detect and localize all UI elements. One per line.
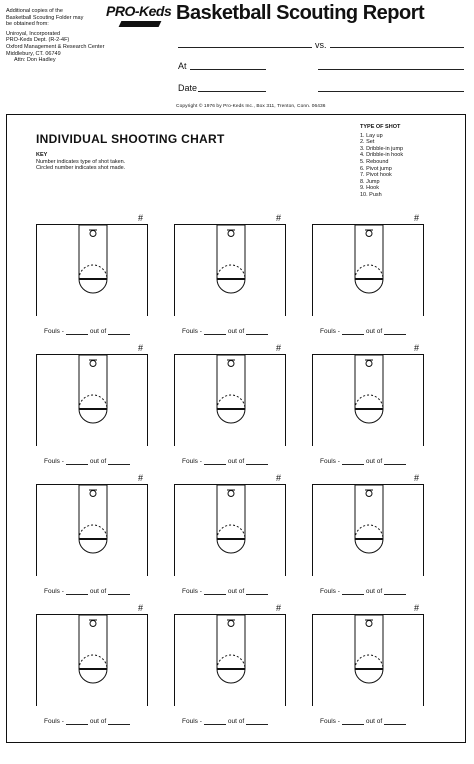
fouls-made-field[interactable] — [204, 588, 226, 595]
chart-title: INDIVIDUAL SHOOTING CHART — [36, 132, 225, 146]
fouls-row — [44, 718, 132, 725]
court-diagram-5[interactable] — [174, 343, 286, 446]
out-of-label: out of — [365, 588, 383, 595]
court-diagram-10[interactable] — [36, 603, 148, 706]
shot-type-item: 8. Jump — [360, 178, 380, 185]
copies-line: Basketball Scouting Folder may — [6, 14, 84, 21]
fouls-row — [182, 588, 270, 595]
fouls-made-field[interactable] — [66, 328, 88, 335]
fouls-label: Fouls - — [44, 718, 64, 725]
player-number-sign: # — [413, 343, 419, 353]
fouls-label: Fouls - — [320, 328, 340, 335]
out-of-label: out of — [227, 458, 245, 465]
fouls-made-field[interactable] — [342, 458, 364, 465]
fouls-label: Fouls - — [320, 458, 340, 465]
fouls-label: Fouls - — [44, 458, 64, 465]
court-diagram-8[interactable] — [174, 473, 286, 576]
court-diagram-1[interactable] — [36, 213, 148, 316]
court-diagram-4[interactable] — [36, 343, 148, 446]
copies-line: Oxford Management & Research Center — [6, 43, 105, 50]
fouls-label: Fouls - — [182, 588, 202, 595]
copies-line: Uniroyal, Incorporated — [6, 30, 61, 37]
key-label: KEY — [36, 152, 48, 158]
out-of-label: out of — [227, 328, 245, 335]
player-number-sign: # — [137, 603, 143, 613]
fouls-row — [182, 328, 270, 335]
fouls-made-field[interactable] — [204, 328, 226, 335]
team-b-field[interactable] — [330, 47, 464, 48]
fouls-made-field[interactable] — [66, 588, 88, 595]
fouls-made-field[interactable] — [342, 718, 364, 725]
fouls-made-field[interactable] — [66, 718, 88, 725]
player-number-sign: # — [413, 603, 419, 613]
fouls-attempted-field[interactable] — [246, 718, 268, 725]
out-of-label: out of — [89, 718, 107, 725]
copies-line: Middlebury, CT. 06749 — [6, 50, 61, 57]
copies-line: PRO-Keds Dept. (R-2-4F) — [6, 37, 70, 44]
fouls-attempted-field[interactable] — [108, 588, 130, 595]
fouls-attempted-field[interactable] — [108, 718, 130, 725]
fouls-label: Fouls - — [320, 718, 340, 725]
report-title: Basketball Scouting Report — [176, 2, 425, 24]
fouls-attempted-field[interactable] — [384, 328, 406, 335]
fouls-label: Fouls - — [182, 328, 202, 335]
shot-type-item: 10. Push — [360, 191, 382, 198]
fouls-made-field[interactable] — [342, 328, 364, 335]
shot-type-item: 6. Pivot jump — [360, 165, 392, 172]
court-diagram-11[interactable] — [174, 603, 286, 706]
fouls-row — [44, 588, 132, 595]
fouls-attempted-field[interactable] — [246, 328, 268, 335]
shot-types-list — [360, 124, 403, 199]
player-number-sign: # — [275, 473, 281, 483]
court-diagram-9[interactable] — [312, 473, 424, 576]
location-field-extra[interactable] — [318, 69, 464, 70]
fouls-label: Fouls - — [44, 328, 64, 335]
shot-type-item: 2. Set — [360, 139, 375, 146]
player-number-sign: # — [275, 213, 281, 223]
key-line: Number indicates type of shot taken. — [36, 158, 126, 165]
copies-line: Attn: Don Hadley — [14, 57, 56, 64]
location-field[interactable] — [190, 69, 266, 70]
fouls-row — [182, 718, 270, 725]
fouls-made-field[interactable] — [204, 458, 226, 465]
copies-line: Additional copies of the — [6, 8, 63, 14]
out-of-label: out of — [89, 588, 107, 595]
out-of-label: out of — [227, 718, 245, 725]
fouls-row — [44, 458, 132, 465]
copies-line: be obtained from: — [6, 21, 49, 28]
fouls-row — [320, 588, 408, 595]
fouls-row — [320, 458, 408, 465]
date-field-extra[interactable] — [318, 91, 464, 92]
fouls-attempted-field[interactable] — [246, 458, 268, 465]
out-of-label: out of — [89, 328, 107, 335]
fouls-label: Fouls - — [182, 458, 202, 465]
court-diagram-2[interactable] — [174, 213, 286, 316]
key-legend — [36, 152, 125, 172]
fouls-attempted-field[interactable] — [384, 458, 406, 465]
fouls-made-field[interactable] — [342, 588, 364, 595]
date-label: Date — [178, 83, 198, 93]
player-number-sign: # — [413, 213, 419, 223]
player-number-sign: # — [275, 603, 281, 613]
player-number-sign: # — [137, 473, 143, 483]
player-number-sign: # — [137, 213, 143, 223]
out-of-label: out of — [365, 458, 383, 465]
fouls-made-field[interactable] — [204, 718, 226, 725]
out-of-label: out of — [365, 328, 383, 335]
fouls-attempted-field[interactable] — [384, 588, 406, 595]
fouls-attempted-field[interactable] — [384, 718, 406, 725]
fouls-attempted-field[interactable] — [108, 458, 130, 465]
at-label: At — [178, 61, 187, 71]
court-diagram-6[interactable] — [312, 343, 424, 446]
fouls-label: Fouls - — [182, 718, 202, 725]
copies-info — [6, 8, 176, 64]
out-of-label: out of — [365, 718, 383, 725]
fouls-row — [320, 718, 408, 725]
shot-type-item: 5. Rebound — [360, 158, 389, 165]
shot-type-item: 1. Lay up — [360, 132, 383, 139]
fouls-made-field[interactable] — [66, 458, 88, 465]
fouls-label: Fouls - — [44, 588, 64, 595]
player-number-sign: # — [137, 343, 143, 353]
out-of-label: out of — [89, 458, 107, 465]
fouls-row — [44, 328, 132, 335]
shot-types-heading: TYPE OF SHOT — [360, 124, 401, 130]
shot-type-item: 7. Pivot hook — [360, 172, 392, 179]
shot-type-item: 9. Hook — [360, 185, 379, 192]
player-number-sign: # — [275, 343, 281, 353]
date-field[interactable] — [198, 91, 266, 92]
out-of-label: out of — [227, 588, 245, 595]
key-line: Circled number indicates shot made. — [36, 165, 126, 172]
court-diagram-12[interactable] — [312, 603, 424, 706]
team-a-field[interactable] — [178, 47, 312, 48]
shot-type-item: 3. Dribble-in jump — [360, 145, 404, 152]
vs-label: vs. — [315, 40, 327, 50]
player-number-sign: # — [413, 473, 419, 483]
shot-type-item: 4. Dribble-in hook — [360, 152, 404, 159]
brand-text: PRO-Keds — [106, 3, 172, 19]
fouls-attempted-field[interactable] — [246, 588, 268, 595]
court-diagram-3[interactable] — [312, 213, 424, 316]
court-diagram-7[interactable] — [36, 473, 148, 576]
copyright-notice: Copyright © 1976 by Pro-Keds Inc., Box 311, Trenton, Conn. 06436 — [176, 104, 326, 109]
fouls-row — [320, 328, 408, 335]
fouls-row — [182, 458, 270, 465]
fouls-label: Fouls - — [320, 588, 340, 595]
fouls-attempted-field[interactable] — [108, 328, 130, 335]
